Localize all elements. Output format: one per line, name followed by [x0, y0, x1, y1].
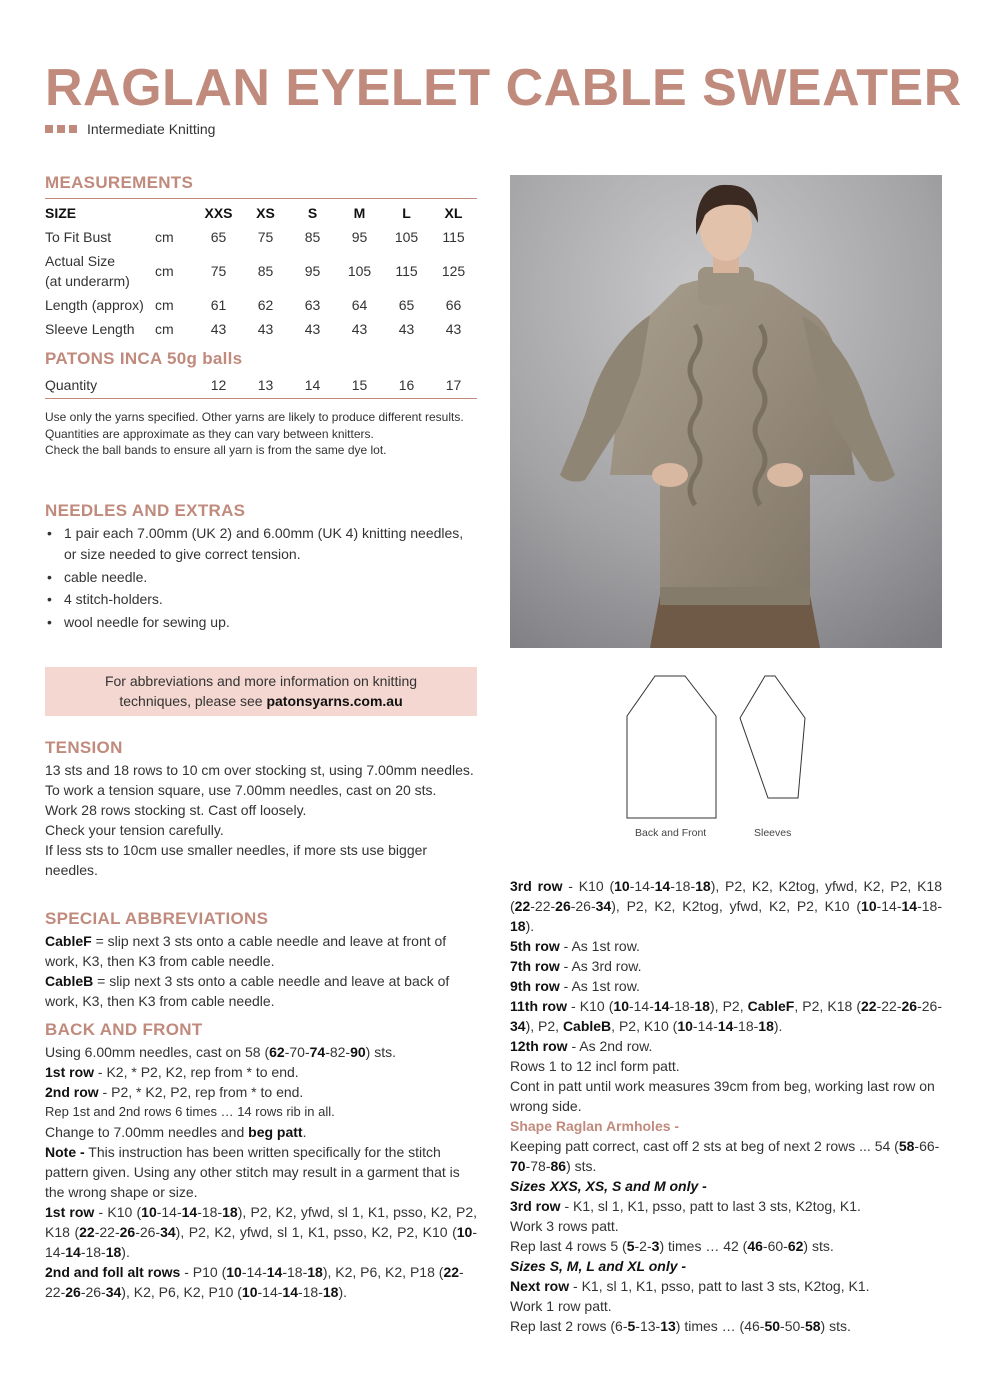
- size-col: L: [402, 205, 411, 221]
- model-photo: [510, 175, 942, 648]
- size-col: M: [353, 205, 366, 221]
- table-row: [45, 293, 477, 317]
- cell: 66: [445, 297, 462, 313]
- cell: 16: [398, 377, 415, 393]
- size-col: XXS: [204, 205, 233, 221]
- row-unit: cm: [155, 263, 174, 279]
- tension-heading: TENSION: [45, 738, 123, 757]
- pattern-continued: 3rd row - K10 (10-14-14-18-18), P2, K2, K2tog, yfwd, K2, P2, K18 (22-22-26-26-34), P2, K2, K2tog, yfwd, K2, P2, K10 (10-14-14-18-18). 5th row - As 1st row. 7th row - As 3rd row. 9th row - As 1st row. 11th row - K10 (10-14-14-18-18), P2, CableF, P2, K18 (22-22-26-26-34), P2, CableB, P2, K10 (10-14-14-18-18). 12th row - As 2nd row. Rows 1 to 12 incl form patt. Cont in patt until work measures 39cm from beg, working last row on wrong side. Shape Raglan Armholes - Keeping patt correct, cast off 2 sts at beg of next 2 rows ... 54 (58-66-70-78-86) sts. Sizes XXS, XS, S and M only - 3rd row - K1, sl 1, K1, psso, patt to last 3 sts, K2tog, K1. Work 3 rows patt. Rep last 4 rows 5 (5-2-3) times … 42 (46-60-62) sts. Sizes S, M, L and XL only - Next row - K1, sl 1, K1, psso, patt to last 3 sts, K2tog, K1. Work 1 row patt. Rep last 2 rows (6-5-13-13) times … (46-50-50-58) sts.: [510, 878, 942, 1334]
- garment-schematic: [620, 673, 820, 823]
- table-row: [45, 317, 477, 341]
- cell: 95: [351, 229, 368, 245]
- cell: 85: [304, 229, 321, 245]
- cell: 115: [395, 263, 418, 279]
- size-col: XS: [256, 205, 275, 221]
- table-row: [45, 373, 477, 397]
- cell: 43: [351, 321, 368, 337]
- table-header-row: [45, 201, 477, 225]
- cell: 14: [304, 377, 321, 393]
- row-label: Sleeve Length: [45, 321, 135, 337]
- cell: 125: [441, 263, 466, 279]
- cell: 75: [257, 229, 274, 245]
- cell: 64: [351, 297, 368, 313]
- list-item: • cable needle.: [45, 567, 477, 588]
- cell: 43: [304, 321, 321, 337]
- divider: [45, 398, 477, 399]
- abbreviations-heading: SPECIAL ABBREVIATIONS: [45, 909, 269, 928]
- cell: 75: [210, 263, 227, 279]
- back-front-heading: BACK AND FRONT: [45, 1020, 203, 1039]
- yarn-heading: PATONS INCA 50g balls: [45, 349, 243, 368]
- cell: 115: [442, 229, 465, 245]
- level-square-icon: [69, 125, 77, 133]
- measurements-table-wrap: [45, 201, 477, 341]
- list-item: • 4 stitch-holders.: [45, 589, 477, 610]
- cell: 105: [394, 229, 419, 245]
- level-square-icon: [57, 125, 65, 133]
- cell: 105: [347, 263, 372, 279]
- sleeve-shape: [740, 676, 805, 798]
- cell: 43: [398, 321, 415, 337]
- cell: 43: [445, 321, 462, 337]
- yarn-table-wrap: [45, 373, 477, 397]
- size-label: SIZE: [45, 205, 77, 221]
- website-link[interactable]: patonsyarns.com.au: [266, 693, 403, 709]
- level-square-icon: [45, 125, 53, 133]
- cell: 85: [257, 263, 274, 279]
- yarn-table: [45, 373, 477, 397]
- size-col: S: [307, 205, 318, 221]
- cell: 63: [304, 297, 321, 313]
- cell: 65: [210, 229, 227, 245]
- divider: [45, 198, 477, 199]
- back-front-caption: Back and Front: [635, 827, 707, 839]
- row-unit: cm: [155, 229, 174, 245]
- cell: 12: [210, 377, 227, 393]
- needles-heading: NEEDLES AND EXTRAS: [45, 501, 246, 520]
- sleeves-caption: Sleeves: [754, 827, 792, 839]
- tension-text: 13 sts and 18 rows to 10 cm over stocking st, using 7.00mm needles. To work a tension square, use 7.00mm needles, cast on 20 sts. Work 28 rows stocking st. Cast off loosely. Check your tension carefully. If less sts to 10cm use smaller needles, if more sts use bigger needles.: [45, 762, 474, 878]
- list-item: • wool needle for sewing up.: [45, 612, 477, 633]
- yarn-notes: Use only the yarns specified. Other yarns are likely to produce different results. Quantities are approximate as they can vary between knitters. Check the ball bands to ensure all yarn is from the same dye lot.: [45, 410, 464, 457]
- skill-level-label: Intermediate Knitting: [87, 121, 216, 137]
- table-row: [45, 225, 477, 249]
- cell: 61: [210, 297, 227, 313]
- page-title: RAGLAN EYELET CABLE SWEATER: [45, 59, 962, 117]
- cell: 95: [304, 263, 321, 279]
- table-row: [45, 249, 477, 293]
- row-label: To Fit Bust: [45, 229, 112, 245]
- size-col: XL: [444, 205, 463, 221]
- cell: 62: [257, 297, 274, 313]
- row-unit: cm: [155, 321, 174, 337]
- info-box: For abbreviations and more information on knitting techniques, please see patonsyarns.com.au: [45, 667, 477, 716]
- list-item: • 1 pair each 7.00mm (UK 2) and 6.00mm (UK 4) knitting needles, or size needed to give correct tension.: [45, 523, 477, 565]
- measurements-heading: MEASUREMENTS: [45, 173, 194, 192]
- needles-list: [45, 523, 477, 633]
- needles-list-wrap: [45, 523, 477, 634]
- cell: 17: [445, 377, 462, 393]
- cell: 43: [210, 321, 227, 337]
- skill-level: [45, 121, 215, 137]
- row-label: Actual Size (at underarm): [45, 253, 130, 289]
- cell: 13: [257, 377, 274, 393]
- row-unit: cm: [155, 297, 174, 313]
- cell: 43: [257, 321, 274, 337]
- back-front-shape: [627, 676, 716, 818]
- row-label: Quantity: [45, 377, 98, 393]
- measurements-table: [45, 201, 477, 341]
- abbreviations-text: CableF = slip next 3 sts onto a cable needle and leave at front of work, K3, then K3 from cable needle. CableB = slip next 3 sts onto a cable needle and leave at back of work, K3, then K3 from cable needle.: [45, 933, 450, 1009]
- back-front-text: Using 6.00mm needles, cast on 58 (62-70-74-82-90) sts. 1st row - K2, * P2, K2, rep from * to end. 2nd row - P2, * K2, P2, rep from * to end. Rep 1st and 2nd rows 6 times … 14 rows rib in all. Change to 7.00mm needles and beg patt. Note - This instruction has been written specifically for the stitch pattern given. Using any other stitch may result in a garment that is the wrong shape or size. 1st row - K10 (10-14-14-18-18), P2, K2, yfwd, sl 1, K1, psso, K2, P2, K18 (22-22-26-26-34), P2, K2, yfwd, sl 1, K1, psso, K2, P2, K10 (10-14-14-18-18). 2nd and foll alt rows - P10 (10-14-14-18-18), K2, P6, K2, P18 (22-22-26-26-34), K2, P6, K2, P10 (10-14-14-18-18).: [45, 1044, 478, 1300]
- row-label: Length (approx): [45, 297, 144, 313]
- sweater-photo-illustration: [510, 175, 942, 648]
- cell: 65: [398, 297, 415, 313]
- cell: 15: [351, 377, 368, 393]
